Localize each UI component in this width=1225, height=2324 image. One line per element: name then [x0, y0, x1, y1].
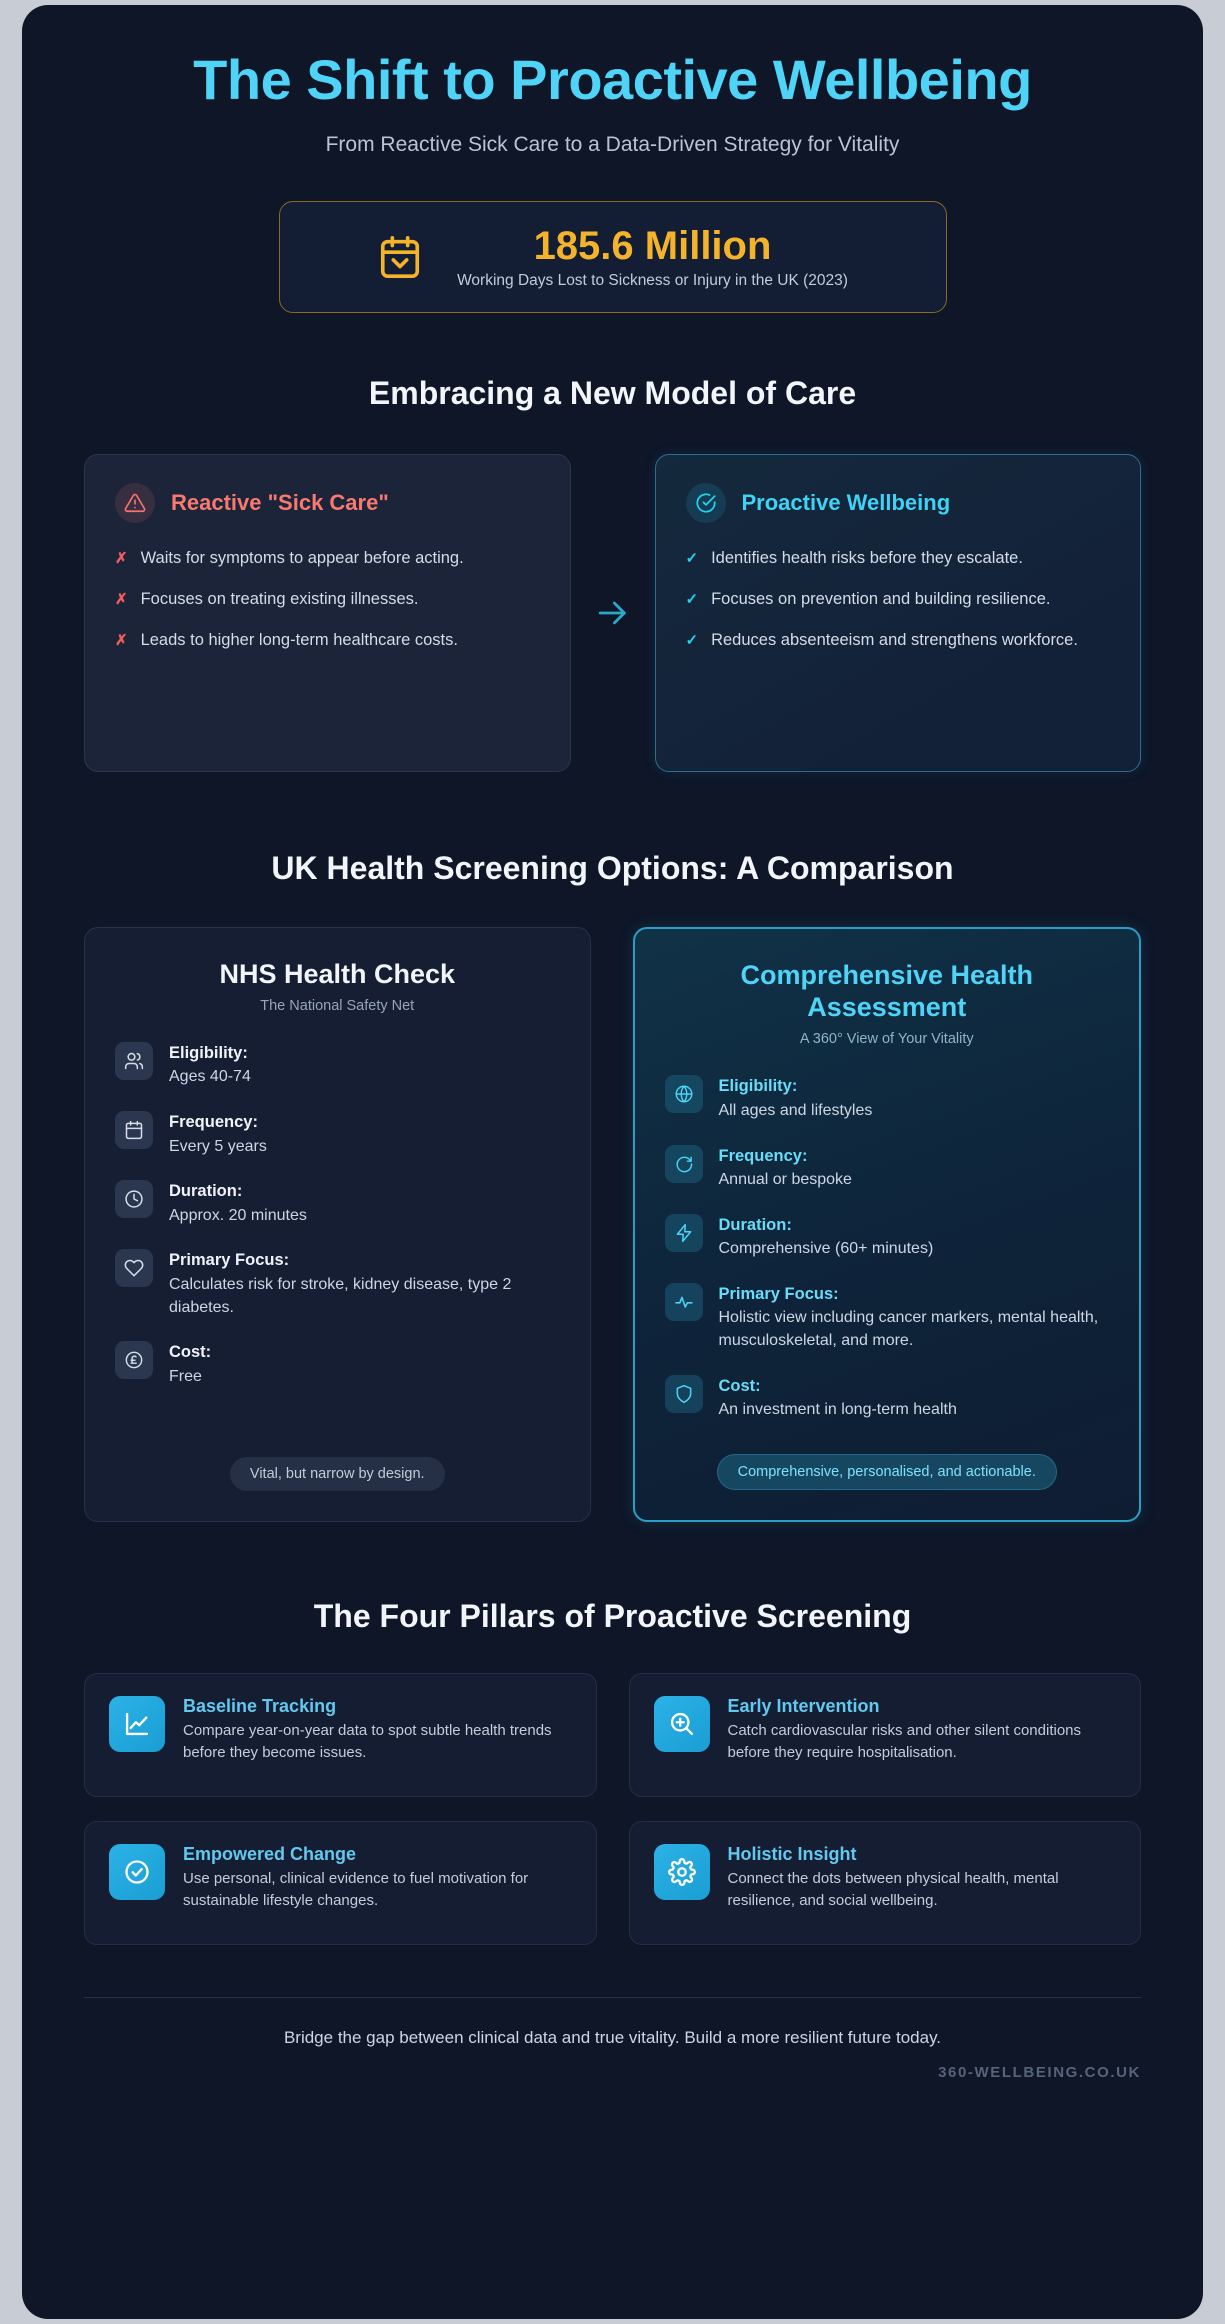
- spec-key: Frequency:: [718, 1146, 808, 1165]
- list-item: [115, 547, 540, 571]
- globe-icon: [665, 1075, 703, 1113]
- spec-value: Ages 40-74: [169, 1068, 251, 1086]
- check-circle-icon: [686, 483, 726, 523]
- heart-icon: [115, 1249, 153, 1287]
- shield-icon: [665, 1375, 703, 1413]
- stat-number: 185.6 Million: [533, 223, 772, 268]
- spec-row-eligibility: [665, 1075, 1110, 1122]
- section-heading-model: Embracing a New Model of Care: [368, 374, 857, 411]
- section-heading-screening: UK Health Screening Options: A Comparison: [271, 849, 954, 886]
- reactive-bullet-list: [115, 547, 540, 653]
- nhs-card-subtitle: The National Safety Net: [260, 997, 415, 1014]
- proactive-card-header: [686, 483, 1111, 523]
- list-item-text: Identifies health risks before they escalate.: [711, 548, 1023, 567]
- pillar-card-empowered-change: [84, 1821, 597, 1945]
- cha-pill-wrap: [665, 1454, 1110, 1494]
- spec-key: Primary Focus:: [169, 1251, 290, 1270]
- list-item-text: Focuses on prevention and building resilience.: [711, 589, 1051, 608]
- pillar-description: Connect the dots between physical health, mental resilience, and social wellbeing.: [727, 1870, 1059, 1910]
- nhs-card-title: NHS Health Check: [219, 958, 456, 989]
- spec-value: Calculates risk for stroke, kidney disease, type 2 diabetes.: [169, 1275, 512, 1316]
- cross-mark-icon: ✗: [115, 590, 128, 608]
- infographic-page: [22, 5, 1203, 2319]
- pillar-title: Baseline Tracking: [183, 1695, 337, 1716]
- search-plus-icon: [654, 1696, 710, 1752]
- spec-row-duration: [115, 1180, 560, 1227]
- users-icon: [115, 1042, 153, 1080]
- list-item-text: Reduces absenteeism and strengthens workforce.: [711, 630, 1078, 649]
- section-heading-pillars: The Four Pillars of Proactive Screening: [313, 1597, 912, 1634]
- proactive-card-title: Proactive Wellbeing: [741, 489, 951, 515]
- spec-key: Eligibility:: [169, 1043, 248, 1062]
- nhs-summary-badge: Vital, but narrow by design.: [230, 1457, 445, 1491]
- proactive-bullet-list: [686, 547, 1111, 653]
- spec-value: Approx. 20 minutes: [169, 1206, 307, 1224]
- heart-pulse-icon: [665, 1283, 703, 1321]
- pillar-card-early-intervention: [629, 1673, 1142, 1797]
- proactive-wellbeing-card: [655, 454, 1142, 772]
- footer-brand: 360-WELLBEING.CO.UK: [938, 2063, 1141, 2081]
- check-mark-icon: ✓: [685, 549, 699, 567]
- line-chart-icon: [109, 1696, 165, 1752]
- page-title: The Shift to Proactive Wellbeing: [193, 48, 1032, 111]
- pillar-description: Catch cardiovascular risks and other silent conditions before they require hospitalisation.: [727, 1722, 1082, 1762]
- pillar-title: Holistic Insight: [727, 1843, 857, 1864]
- spec-row-eligibility: [115, 1042, 560, 1089]
- spec-key: Cost:: [718, 1376, 761, 1395]
- cross-mark-icon: ✗: [115, 631, 128, 649]
- list-item: [115, 588, 540, 612]
- reactive-sick-care-card: [84, 454, 571, 772]
- alert-triangle-icon: [115, 483, 155, 523]
- spec-value: All ages and lifestyles: [718, 1101, 873, 1119]
- reactive-card-title: Reactive "Sick Care": [171, 489, 389, 515]
- calendar-icon: [115, 1111, 153, 1149]
- check-circle-icon: [109, 1844, 165, 1900]
- screening-comparison-row: [84, 927, 1141, 1522]
- spec-value: Annual or bespoke: [718, 1170, 852, 1188]
- list-item-text: Focuses on treating existing illnesses.: [140, 589, 419, 608]
- spec-row-cost: [115, 1341, 560, 1388]
- page-subtitle: From Reactive Sick Care to a Data-Driven Strategy for Vitality: [325, 132, 900, 156]
- list-item: [686, 588, 1111, 612]
- spec-value: Comprehensive (60+ minutes): [718, 1240, 934, 1258]
- pillars-grid: [84, 1673, 1141, 1945]
- spec-row-frequency: [115, 1111, 560, 1158]
- cross-mark-icon: ✗: [115, 549, 128, 567]
- lightning-bolt-icon: [665, 1214, 703, 1252]
- spec-key: Eligibility:: [718, 1077, 798, 1096]
- stat-highlight-box: [279, 201, 947, 313]
- spec-key: Duration:: [718, 1215, 792, 1234]
- cha-card-title: Comprehensive Health Assessment: [740, 959, 1034, 1022]
- list-item: [686, 547, 1111, 571]
- footer-divider: [84, 1997, 1141, 1998]
- list-item: [686, 629, 1111, 653]
- pillar-card-baseline-tracking: [84, 1673, 597, 1797]
- spec-row-primary-focus: [115, 1249, 560, 1319]
- spec-key: Cost:: [169, 1343, 212, 1362]
- reactive-card-header: [115, 483, 540, 523]
- stat-label: Working Days Lost to Sickness or Injury in the UK (2023): [457, 271, 848, 289]
- refresh-cycle-icon: [665, 1145, 703, 1183]
- cha-card-subtitle: A 360° View of Your Vitality: [799, 1031, 974, 1048]
- nhs-pill-wrap: [115, 1457, 560, 1495]
- spec-key: Primary Focus:: [718, 1284, 839, 1303]
- calendar-check-icon: [377, 234, 423, 280]
- clock-icon: [115, 1180, 153, 1218]
- list-item-text: Leads to higher long-term healthcare costs.: [140, 630, 458, 649]
- arrow-right-icon: [571, 596, 655, 630]
- nhs-health-check-card: [84, 927, 591, 1522]
- cha-summary-badge: Comprehensive, personalised, and actionable.: [717, 1454, 1057, 1490]
- pillar-card-holistic-insight: [629, 1821, 1142, 1945]
- spec-value: Free: [169, 1367, 202, 1385]
- check-mark-icon: ✓: [685, 631, 699, 649]
- check-mark-icon: ✓: [685, 590, 699, 608]
- pillar-title: Early Intervention: [727, 1695, 880, 1716]
- spec-value: An investment in long-term health: [718, 1401, 957, 1419]
- pillar-title: Empowered Change: [183, 1843, 357, 1864]
- spec-row-frequency: [665, 1145, 1110, 1192]
- footer-tagline: Bridge the gap between clinical data and true vitality. Build a more resilient future today.: [283, 2027, 942, 2047]
- list-item: [115, 629, 540, 653]
- nhs-spec-list: [115, 1042, 560, 1447]
- spec-row-primary-focus: [665, 1283, 1110, 1353]
- comprehensive-health-assessment-card: [633, 927, 1142, 1522]
- spec-value: Every 5 years: [169, 1137, 267, 1155]
- spec-value: Holistic view including cancer markers, mental health, musculoskeletal, and more.: [718, 1309, 1099, 1349]
- list-item-text: Waits for symptoms to appear before acting.: [140, 548, 464, 567]
- model-comparison-row: [84, 454, 1141, 772]
- pound-coin-icon: [115, 1341, 153, 1379]
- pillar-description: Compare year-on-year data to spot subtle health trends before they become issues.: [183, 1722, 552, 1762]
- spec-row-cost: [665, 1375, 1110, 1422]
- spec-key: Frequency:: [169, 1113, 258, 1132]
- cha-spec-list: [665, 1075, 1110, 1444]
- spec-key: Duration:: [169, 1182, 243, 1201]
- pillar-description: Use personal, clinical evidence to fuel motivation for sustainable lifestyle changes.: [183, 1870, 529, 1910]
- gear-icon: [654, 1844, 710, 1900]
- spec-row-duration: [665, 1214, 1110, 1261]
